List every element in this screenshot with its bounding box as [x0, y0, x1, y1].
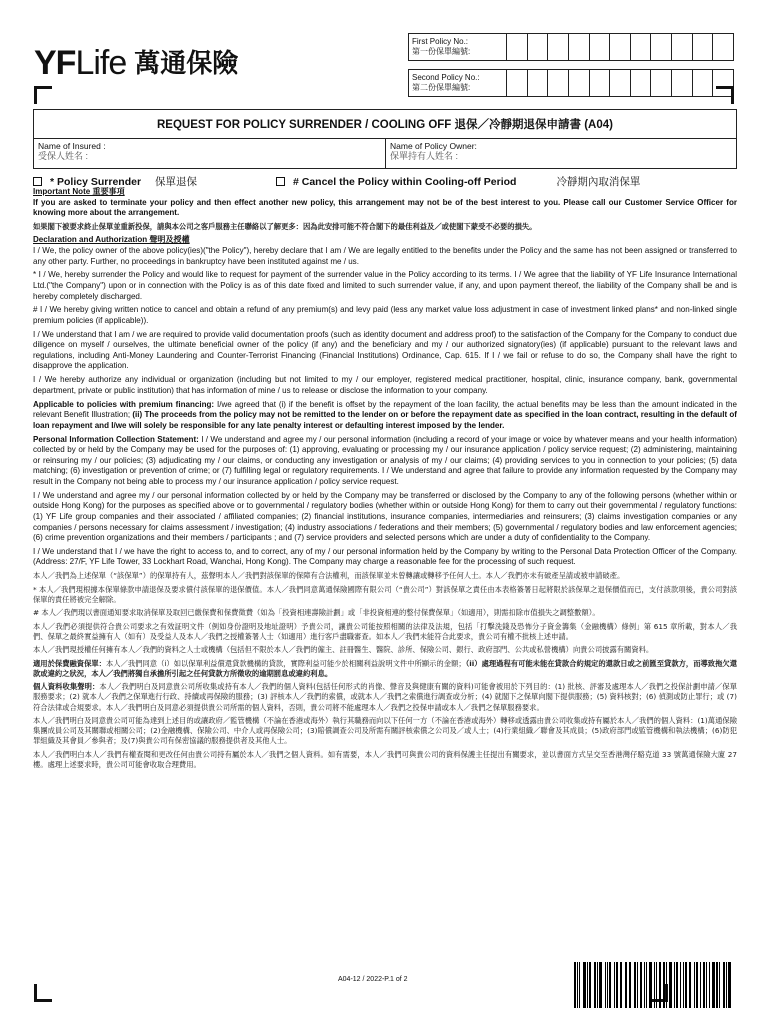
barcode-bar	[646, 962, 647, 1008]
insured-name-field[interactable]: Name of Insured : 受保人姓名 :	[34, 138, 386, 168]
owner-name-field[interactable]: Name of Policy Owner: 保單持有人姓名 :	[390, 141, 477, 161]
barcode-bar	[616, 962, 619, 1008]
barcode-bar	[663, 962, 665, 1008]
declaration-zh-2: * 本人／我們現根據本保單條款申請退保及要求償付該保單的退保價值。本人／我們同意萬通保險國際有限公司（“貴公司”）對該保單之責任由本表格簽署日起將限於該保單之退保價值而已，支付該款項後，貴公司對該保單的責任將被完全解除。	[33, 584, 737, 604]
declaration-p6: Applicable to policies with premium financing: I/we agreed that (i) if the benefit is offset by the repayment of the loan facility, the actual benefits may be less than the amount indicated in the relevant Benefit Illustration; (ii) The proceeds from the policy may not be remitted to the lender on or before the repayment date as specified in the loan contract, resulting in the default of loan repayment and I/we will solely be responsible for any late penalty interest or defaulting interest imposed by the lender.	[33, 399, 737, 430]
second-policy-digit-cells[interactable]	[507, 70, 733, 96]
cooling-off-checkbox[interactable]	[276, 177, 285, 186]
barcode-bar	[629, 962, 631, 1008]
policy-surrender-checkbox[interactable]	[33, 177, 42, 186]
barcode-bar	[680, 962, 681, 1008]
yflife-logo	[34, 40, 238, 80]
declaration-zh-3: # 本人／我們現以書面通知要求取消保單及取回已繳保費和保費徵費（如為「投資相連壽險計劃」或「非投資相連的整付保費保單」（如適用），則需扣除市值損失之調整數額）。	[33, 608, 600, 618]
barcode-bar	[656, 962, 657, 1008]
barcode-bar	[637, 962, 638, 1008]
policy-surrender-option[interactable]: * Policy Surrender 保單退保	[33, 174, 197, 189]
declaration-zh-8: 本人／我們明白及同意貴公司可能為達到上述目的或讓政府／監管機構（不論在香港或海外）執行其職務而向以下任何一方（不論在香港或海外）轉移或透露由貴公司收集或持有屬於本人／我們的個人資料：(1)萬通保險集團成員公司及其關聯或相關公司；(2)金融機構、保險公司、中介人或再保險公司；(3)賠償調查公司及所需有關評核索償之公司及／或人士；(4)行業組織／聯會及其成員；(5)政府部門或監管機構和執法機構；(6)防犯罪組織及其會員／參與者；及(7)與貴公司有保密協議的服務提供者及其他人士。	[33, 716, 737, 746]
barcode-bar	[634, 962, 637, 1008]
barcode-bar	[605, 962, 606, 1008]
declaration-p8: I / We understand and agree my / our personal information collected by or held by the Company may be transferred or disclosed by the Company to any of the following persons (whether within or outside Hong Kong) for the purposes as specified above or to governmental / regulatory bodies (whether within or outside Hong Kong) for them to carry out their governmental / regulatory functions: (1) YF Life group companies and their associated / affiliated companies; (2) financial institutions, insurance companies, intermediaries and reinsurers; (3) claims investigation companies or any companies / persons necessary for claims assessment / investigation; (4) industry associations / federations and their members; (5) governmental / regulatory bodies and law enforcement agencies; (6) crime prevention organizations and their members / participants ; and (7) service providers and selected persons which are under a duty of confidentiality to the Company.	[33, 490, 737, 543]
barcode-bar	[649, 962, 652, 1008]
barcode-bar	[589, 962, 591, 1008]
second-policy-label: Second Policy No.: 第二份保單編號:	[409, 70, 507, 96]
form-code-footer: A04-12 / 2022-P.1 of 2	[338, 976, 408, 983]
barcode-bar	[694, 962, 695, 1008]
barcode-bar	[659, 962, 661, 1008]
barcode-bar	[716, 962, 718, 1008]
barcode-bar	[579, 962, 580, 1008]
declaration-p4: I / We understand that I am / we are required to provide valid documentation proofs (such as identity document and address proof) to the satisfaction of the Company for the Company to conduct due diligence on myself / ourselves, the ultimate beneficial owner of the policy (if any) and the beneficiary and my / our authorized signatory(ies) (if applicable) pursuant to the relevant laws and regulations, including Anti-Money Laundering and Counter-Terrorist Financing (Financial Institutions) Ordinance, Cap. 615. If I / we fail or refuse to do so, the Company shall have the right to disapprove the application.	[33, 329, 737, 371]
barcode-bar	[706, 962, 707, 1008]
name-fields-row	[33, 138, 737, 169]
important-note-en: If you are asked to terminate your policy and then effect another new policy, this arrangement may not be of the best interest to you. Please call our Customer Service Officer for knowing more about the arrangement.	[33, 197, 737, 218]
barcode-bar	[696, 962, 698, 1008]
barcode-bar	[669, 962, 672, 1008]
declaration-p1: I / We, the policy owner of the above policy(ies)("the Policy"), hereby declare that I am / We are legally entitled to the benefits under the Policy and the same has not been assigned or transferred to any other party. Further, no proceedings in bankruptcy have been instituted against me / us.	[33, 245, 737, 266]
barcode-bar	[683, 962, 684, 1008]
declaration-p2: * I / We, hereby surrender the Policy and would like to request for payment of the surrender value in the Policy according to its terms. I / We agree that the liability of YF Life Insurance International Ltd.("the Company") upon or in connection with the Policy is as of this date fixed and limited to such surrender value, if any, and upon payment thereof, the liability of the Company shall be and is hereby completely discharged.	[33, 270, 737, 301]
barcode-bar	[703, 962, 705, 1008]
declaration-zh-6: 適用於保費融資保單：本人／我們同意（i）如以保單利益償還貸款機構的貸款，實際利益可能少於相關利益說明文件中所顯示的金額；（ii）處理過程有可能未能在貸款合約規定的還款日或之前匯至貸款方，而導致拖欠還款或違約之狀況，本人／我們將獨自承擔所引起之任何貸款方所徵收的逾期罰息或違約利息。	[33, 658, 738, 678]
cooling-off-cancel-option[interactable]: # Cancel the Policy within Cooling-off Period 冷靜期內取消保單	[276, 174, 640, 189]
crop-mark-top-left	[34, 86, 52, 104]
barcode-bar	[640, 962, 642, 1008]
barcode-bar	[577, 962, 578, 1008]
declaration-p7: Personal Information Collection Statement: I / We understand and agree my / our personal information (including a record of your image or voice by whatever means and your health information) collected by or held by the Company may be used for the purposes of: (1) approving, evaluating or processing my / our insurance application / policy service request; (2) administering, maintaining or reinsuring my / our policies; (3) adjudicating my / our claims, or conducting any investigation or analysis of my / our claims; (4) providing services to you in connection to your policies; (5) data matching; (6) investigation or prevention of crime; or (7) fulfilling legal or regulatory requirements. I / We understand and agree that failure to provide any information requested by the Company may result in the Company not being able to process my / our insurance application / policy service request.	[33, 434, 737, 486]
barcode-bar	[587, 962, 588, 1008]
barcode	[574, 962, 734, 1008]
barcode-bar	[676, 962, 678, 1008]
form-title: REQUEST FOR POLICY SURRENDER / COOLING OFF 退保／冷靜期退保申請書 (A04)	[33, 109, 737, 139]
barcode-bar	[689, 962, 692, 1008]
barcode-bar	[597, 962, 598, 1008]
barcode-bar	[700, 962, 701, 1008]
declaration-zh-7: 個人資料收集聲明：本人／我們明白及同意貴公司所收集或持有本人／我們的個人資料(包括任何形式的肖像、聲音及與健康有關的資料)可能會被用於下列目的：(1) 批核、評審及處理本人／我們之投保計劃申請／保單服務要求；(2) 就本人／我們之保單進行行政、持續或再保險的服務；(3) 評核本人／我們的索償，或就本人／我們之索償進行調查或分析；(4) 就閣下之保單向閣下提供服務；(5) 資料核對；(6) 偵測或防止罪行；或 (7) 符合法律或合規要求。本人／我們明白及同意必須提供貴公司所需的個人資料，否則，貴公司將不能處理本人／我們之投保申請或本人／我們之保單服務要求。	[33, 682, 738, 712]
declaration-zh-1: 本人／我們為上述保單（“該保單”）的保單持有人，茲聲明本人／我們對該保單的保障有合法權利，而該保單並未曾轉讓或轉移予任何人士。本人／我們亦未有破產呈請或被申請破產。	[33, 571, 625, 581]
barcode-bar	[644, 962, 645, 1008]
barcode-bar	[599, 962, 602, 1008]
first-policy-label: First Policy No.: 第一份保單編號:	[409, 34, 507, 60]
declaration-p9: I / We understand that I / we have the right to access to, and to correct, any of my / our personal information held by the Company by writing to the Personal Data Protection Officer of the Company. (Address: 27/F, YF Life Tower, 33 Lockhart Road, Wanchai, Hong Kong). The Company may charge a reasonable fee for the processing of such request.	[33, 546, 737, 567]
barcode-bar	[685, 962, 687, 1008]
barcode-bar	[614, 962, 615, 1008]
crop-mark-bottom-left	[34, 984, 52, 1002]
barcode-bar	[594, 962, 596, 1008]
barcode-bar	[620, 962, 622, 1008]
declaration-zh-5: 本人／我們現授權任何擁有本人／我們的資料之人士或機構（包括但不限於本人／我們的僱主、註冊醫生、醫院、診所、保險公司、銀行、政府部門、公共或私營機構）向貴公司披露有關資料。	[33, 645, 654, 655]
barcode-bar	[583, 962, 586, 1008]
barcode-bar	[654, 962, 655, 1008]
barcode-bar	[625, 962, 626, 1008]
barcode-bar	[666, 962, 667, 1008]
declaration-heading: Declaration and Authorization 聲明及授權	[33, 235, 190, 245]
barcode-bar	[674, 962, 675, 1008]
barcode-bar	[723, 962, 725, 1008]
barcode-bar	[709, 962, 710, 1008]
form-body-text	[33, 187, 737, 773]
logo-chinese-name: 萬通保險	[134, 49, 239, 79]
barcode-bar	[712, 962, 715, 1008]
declaration-p5: I / We hereby authorize any individual or organization (including but not limited to my / our employer, registered medical practitioner, hospital, clinic, insurance company, bank, governmental department, private or public institution) that has information of mine / us to release or disclose the information to your company.	[33, 375, 737, 395]
declaration-p3: # I / We hereby giving written notice to cancel and obtain a refund of any premium(s) and levy paid (less any market value loss adjustment in case of investment linked plans* and non-linked single premium policies (if applicable)).	[33, 305, 737, 325]
barcode-bar	[719, 962, 720, 1008]
crop-mark-top-right	[716, 86, 734, 104]
declaration-zh-4: 本人／我們必須提供符合貴公司要求之有效証明文件（例如身份證明及地址證明）予貴公司，讓貴公司能按照相關的法律及法規，包括「打擊洗錢及恐怖分子資金籌集（金融機構）條例」第 615 章所載，對本人／我們、保單之最終實益擁有人（如有）及受益人及本人／我們之授權簽署人士（如適用）進行客戶盡職審查。如本人／我們未能符合此要求，貴公司有權不批核上述申請。	[33, 621, 737, 641]
barcode-bar	[626, 962, 627, 1008]
logo-yf: YF	[34, 44, 76, 82]
barcode-bar	[607, 962, 608, 1008]
second-policy-number-field[interactable]	[408, 69, 734, 97]
important-note-zh: 如果閣下被要求終止保單並重新投保，請與本公司之客戶服務主任聯絡以了解更多：因為此安排可能不符合閣下的最佳利益及／或使閣下蒙受不必要的損失。	[33, 221, 537, 231]
declaration-zh-9: 本人／我們明白本人／我們有權查閱和更改任何由貴公司持有屬於本人／我們之個人資料。如有需要，本人／我們可與貴公司的資料保護主任提出有關要求，並以書面方式呈交至香港灣仔駱克道 33 號萬通保險大廈 27 樓。處理上述要求時，貴公司可能會收取合理費用。	[33, 749, 737, 770]
barcode-bar	[726, 962, 727, 1008]
first-policy-number-field[interactable]	[408, 33, 734, 61]
barcode-bar	[609, 962, 611, 1008]
important-note-heading: Important Note 重要事項	[33, 187, 125, 196]
logo-life: Life	[75, 44, 127, 82]
barcode-bar	[574, 962, 576, 1008]
barcode-bar	[728, 962, 731, 1008]
first-policy-digit-cells[interactable]	[507, 34, 733, 60]
